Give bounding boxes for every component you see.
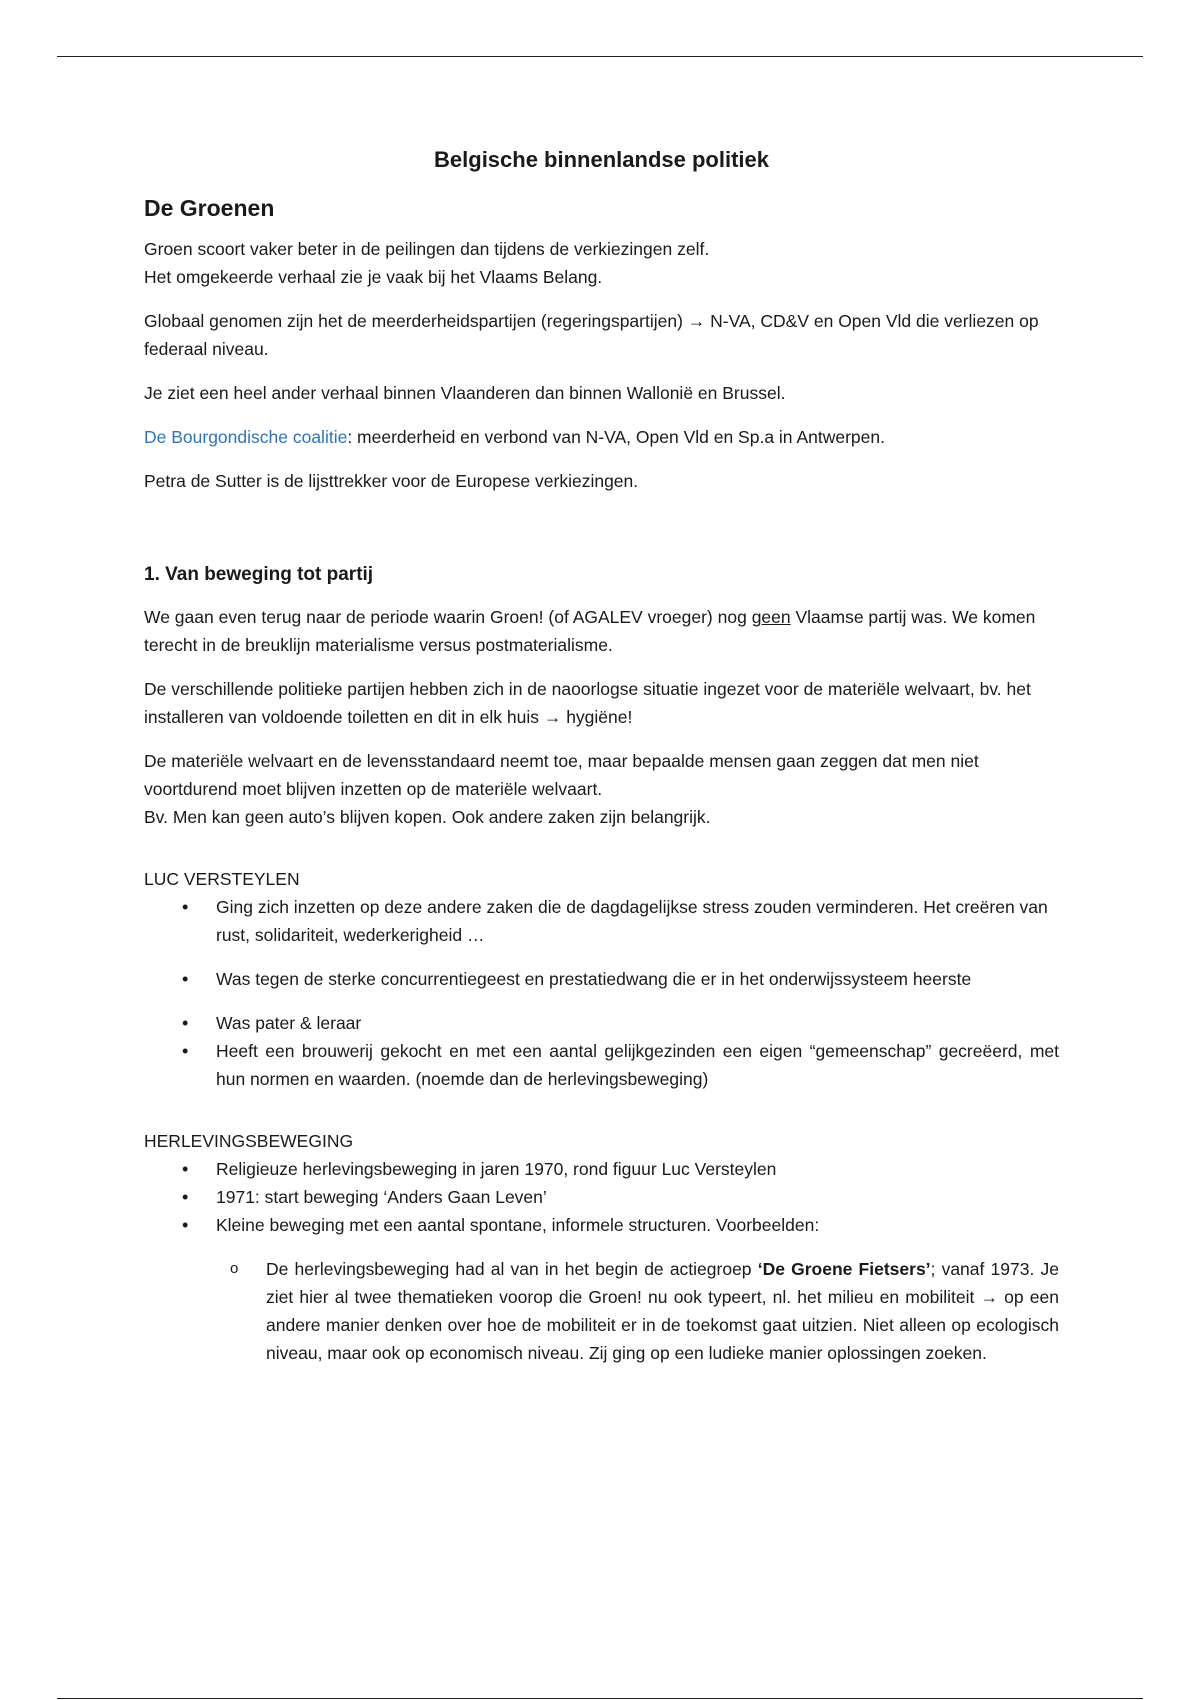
heading-van-beweging-tot-partij: 1. Van beweging tot partij bbox=[144, 564, 374, 585]
paragraph-vlaanderen-wallonie: Je ziet een heel ander verhaal binnen Vlaanderen dan binnen Wallonië en Brussel. bbox=[144, 383, 786, 403]
levensstandaard-line-1: De materiële welvaart en de levensstandaard neemt toe, maar bepaalde mensen gaan zeggen dat men niet voortdurend moet blijven inzetten op de materiële welvaart. bbox=[144, 751, 979, 799]
groene-fietsers-text-2: ; vanaf 1973. Je ziet hier al twee thematieken voorop die Groen! nu ook typeert, nl. het milieu en mobiliteit → op een andere manier denken over hoe de mobiliteit er in de toekomst gaat uitzien. Niet alleen op ecologisch niveau, maar ook op economisch niveau. Zij ging op een ludieke manier oplossingen zoeken. bbox=[266, 1259, 1059, 1363]
agalev-text-2: Vlaamse partij was. We komen terecht in de breuklijn materialisme versus postmaterialisme. bbox=[144, 607, 1036, 655]
paragraph-meerderheidspartijen: Globaal genomen zijn het de meerderheidspartijen (regeringspartijen) → N-VA, CD&V en Open Vld die verliezen op federaal niveau. bbox=[144, 311, 1039, 359]
term-bourgondische-coalitie: De Bourgondische coalitie bbox=[144, 427, 348, 447]
list-item: • Religieuze herlevingsbeweging in jaren 1970, rond figuur Luc Versteylen bbox=[144, 1155, 1059, 1183]
peilingen-line-1: Groen scoort vaker beter in de peilingen dan tijdens de verkiezingen zelf. bbox=[144, 239, 710, 259]
heading-herlevingsbeweging: HERLEVINGSBEWEGING bbox=[144, 1131, 354, 1151]
list-item: • Ging zich inzetten op deze andere zaken die de dagdagelijkse stress zouden verminderen. Het creëren van rust, solidariteit, wederkerigheid … bbox=[144, 893, 1059, 949]
heading-luc-versteylen: LUC VERSTEYLEN bbox=[144, 869, 300, 889]
groene-fietsers-text-1: De herlevingsbeweging had al van in het begin de actiegroep bbox=[266, 1259, 758, 1279]
document-title: Belgische binnenlandse politiek bbox=[434, 147, 769, 172]
paragraph-petra-de-sutter: Petra de Sutter is de lijsttrekker voor de Europese verkiezingen. bbox=[144, 471, 639, 491]
bottom-rule bbox=[57, 1698, 1143, 1699]
luc-versteylen-list bbox=[144, 893, 1059, 1093]
herlevingsbeweging-list bbox=[144, 1155, 1059, 1239]
peilingen-line-2: Het omgekeerde verhaal zie je vaak bij het Vlaams Belang. bbox=[144, 267, 603, 287]
agalev-text-1: We gaan even terug naar de periode waarin Groen! (of AGALEV vroeger) nog bbox=[144, 607, 752, 627]
herlevingsbeweging-sublist bbox=[144, 1255, 1059, 1367]
list-item: • Was tegen de sterke concurrentiegeest en prestatiedwang die er in het onderwijssysteem heerste bbox=[144, 965, 1059, 993]
list-item: • Was pater & leraar bbox=[144, 1009, 1059, 1037]
sub-list-item-groene-fietsers bbox=[144, 1255, 1059, 1367]
top-rule bbox=[57, 56, 1143, 57]
paragraph-peilingen bbox=[144, 235, 1059, 291]
levensstandaard-line-2: Bv. Men kan geen auto’s blijven kopen. Ook andere zaken zijn belangrijk. bbox=[144, 807, 711, 827]
paragraph-naoorlogse-situatie: De verschillende politieke partijen hebben zich in de naoorlogse situatie ingezet voor de materiële welvaart, bv. het installeren van voldoende toiletten en dit in elk huis → hygiëne! bbox=[144, 679, 1031, 727]
heading-de-groenen: De Groenen bbox=[144, 195, 275, 221]
paragraph-bourgondische-coalitie bbox=[144, 423, 1059, 451]
list-item: • Kleine beweging met een aantal spontane, informele structuren. Voorbeelden: bbox=[144, 1211, 1059, 1239]
groene-fietsers-name: ‘De Groene Fietsers’ bbox=[757, 1259, 931, 1279]
underlined-geen: geen bbox=[751, 607, 791, 627]
list-item: • Heeft een brouwerij gekocht en met een aantal gelijkgezinden een eigen “gemeenschap” gecreëerd, met hun normen en waarden. (noemde dan de herlevingsbeweging) bbox=[144, 1037, 1059, 1093]
list-item: • 1971: start beweging ‘Anders Gaan Leven’ bbox=[144, 1183, 1059, 1211]
paragraph-levensstandaard bbox=[144, 747, 1059, 831]
paragraph-agalev bbox=[144, 603, 1059, 659]
document-body bbox=[144, 140, 1059, 1367]
bourgondische-coalitie-definition: : meerderheid en verbond van N-VA, Open Vld en Sp.a in Antwerpen. bbox=[347, 427, 885, 447]
